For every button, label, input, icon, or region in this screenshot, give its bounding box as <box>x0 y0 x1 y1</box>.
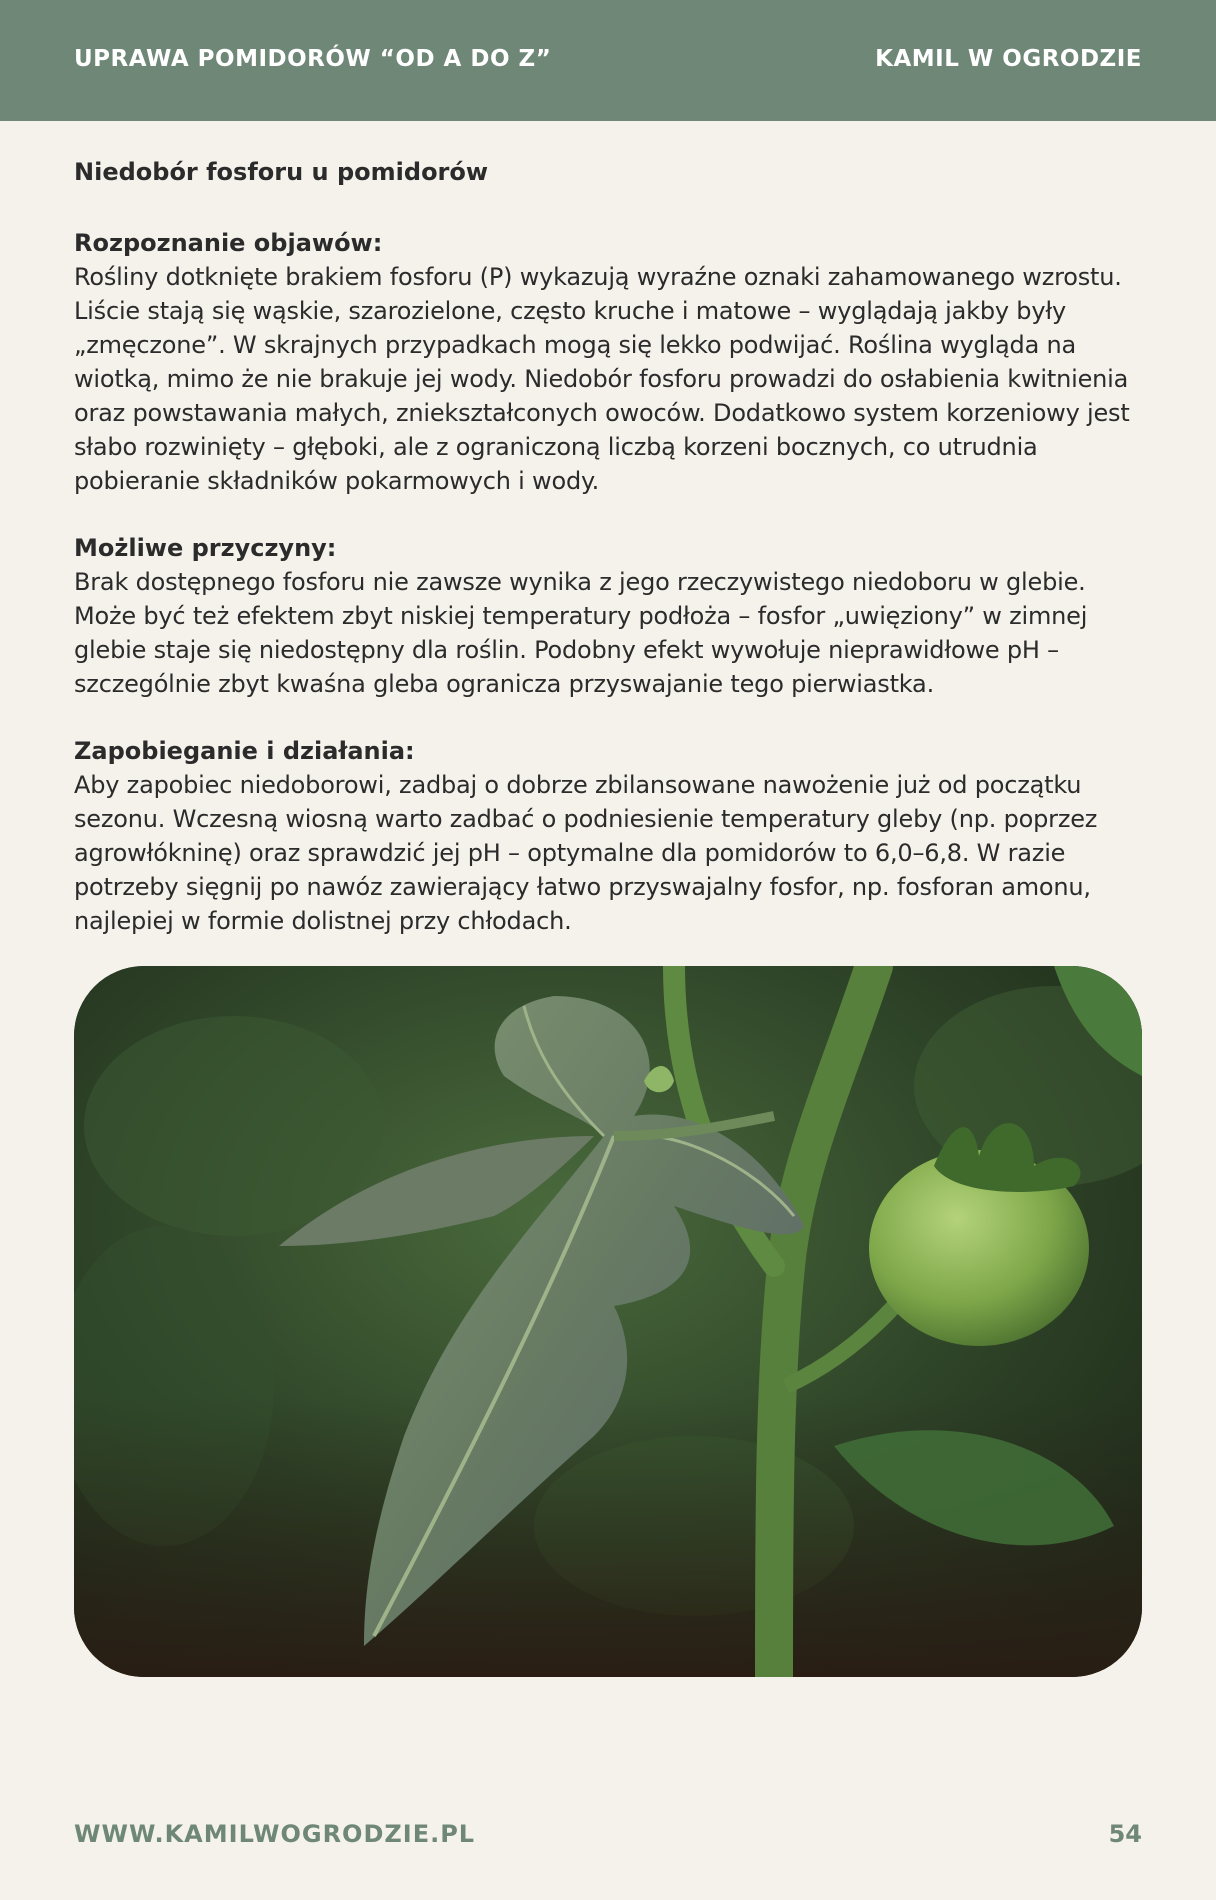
page-number: 54 <box>1108 1820 1142 1848</box>
section-heading-causes: Możliwe przyczyny: <box>74 534 337 562</box>
section-heading-prevention: Zapobieganie i działania: <box>74 737 415 765</box>
tomato-leaf-photo <box>74 966 1142 1677</box>
page-header <box>0 0 1216 121</box>
header-author: KAMIL W OGRODZIE <box>875 45 1142 72</box>
section-body-causes: Brak dostępnego fosforu nie zawsze wynika z jego rzeczywistego niedoboru w glebie. Może być też efektem zbyt niskiej temperatury podłoża – fosfor „uwięziony” w zimnej glebie staje się niedostępny dla roślin. Podobny efekt wywołuje nieprawidłowe pH – szczególnie zbyt kwaśna gleba ogranicza przyswajanie tego pierwiastka. <box>74 568 1088 698</box>
header-book-title: UPRAWA POMIDORÓW “OD A DO Z” <box>74 45 552 72</box>
footer-website[interactable]: WWW.KAMILWOGRODZIE.PL <box>74 1820 476 1848</box>
tomato-plant-illustration <box>74 966 1142 1677</box>
article <box>74 152 1144 971</box>
article-title: Niedobór fosforu u pomidorów <box>74 158 489 186</box>
section-heading-symptoms: Rozpoznanie objawów: <box>74 229 383 257</box>
section-body-symptoms: Rośliny dotknięte brakiem fosforu (P) wykazują wyraźne oznaki zahamowanego wzrostu. Liście stają się wąskie, szarozielone, często kruche i matowe – wyglądają jakby były „zmęczone”. W skrajnych przypadkach mogą się lekko podwijać. Roślina wygląda na wiotką, mimo że nie brakuje jej wody. Niedobór fosforu prowadzi do osłabienia kwitnienia oraz powstawania małych, zniekształconych owoców. Dodatkowo system korzeniowy jest słabo rozwinięty – głęboki, ale z ograniczoną liczbą korzeni bocznych, co utrudnia pobieranie składników pokarmowych i wody. <box>74 263 1130 495</box>
section-body-prevention: Aby zapobiec niedoborowi, zadbaj o dobrze zbilansowane nawożenie już od początku sezonu. Wczesną wiosną warto zadbać o podniesienie temperatury gleby (np. poprzez agrowłókninę) oraz sprawdzić jej pH – optymalne dla pomidorów to 6,0–6,8. W razie potrzeby sięgnij po nawóz zawierający łatwo przyswajalny fosfor, np. fosforan amonu, najlepiej w formie dolistnej przy chłodach. <box>74 771 1098 935</box>
